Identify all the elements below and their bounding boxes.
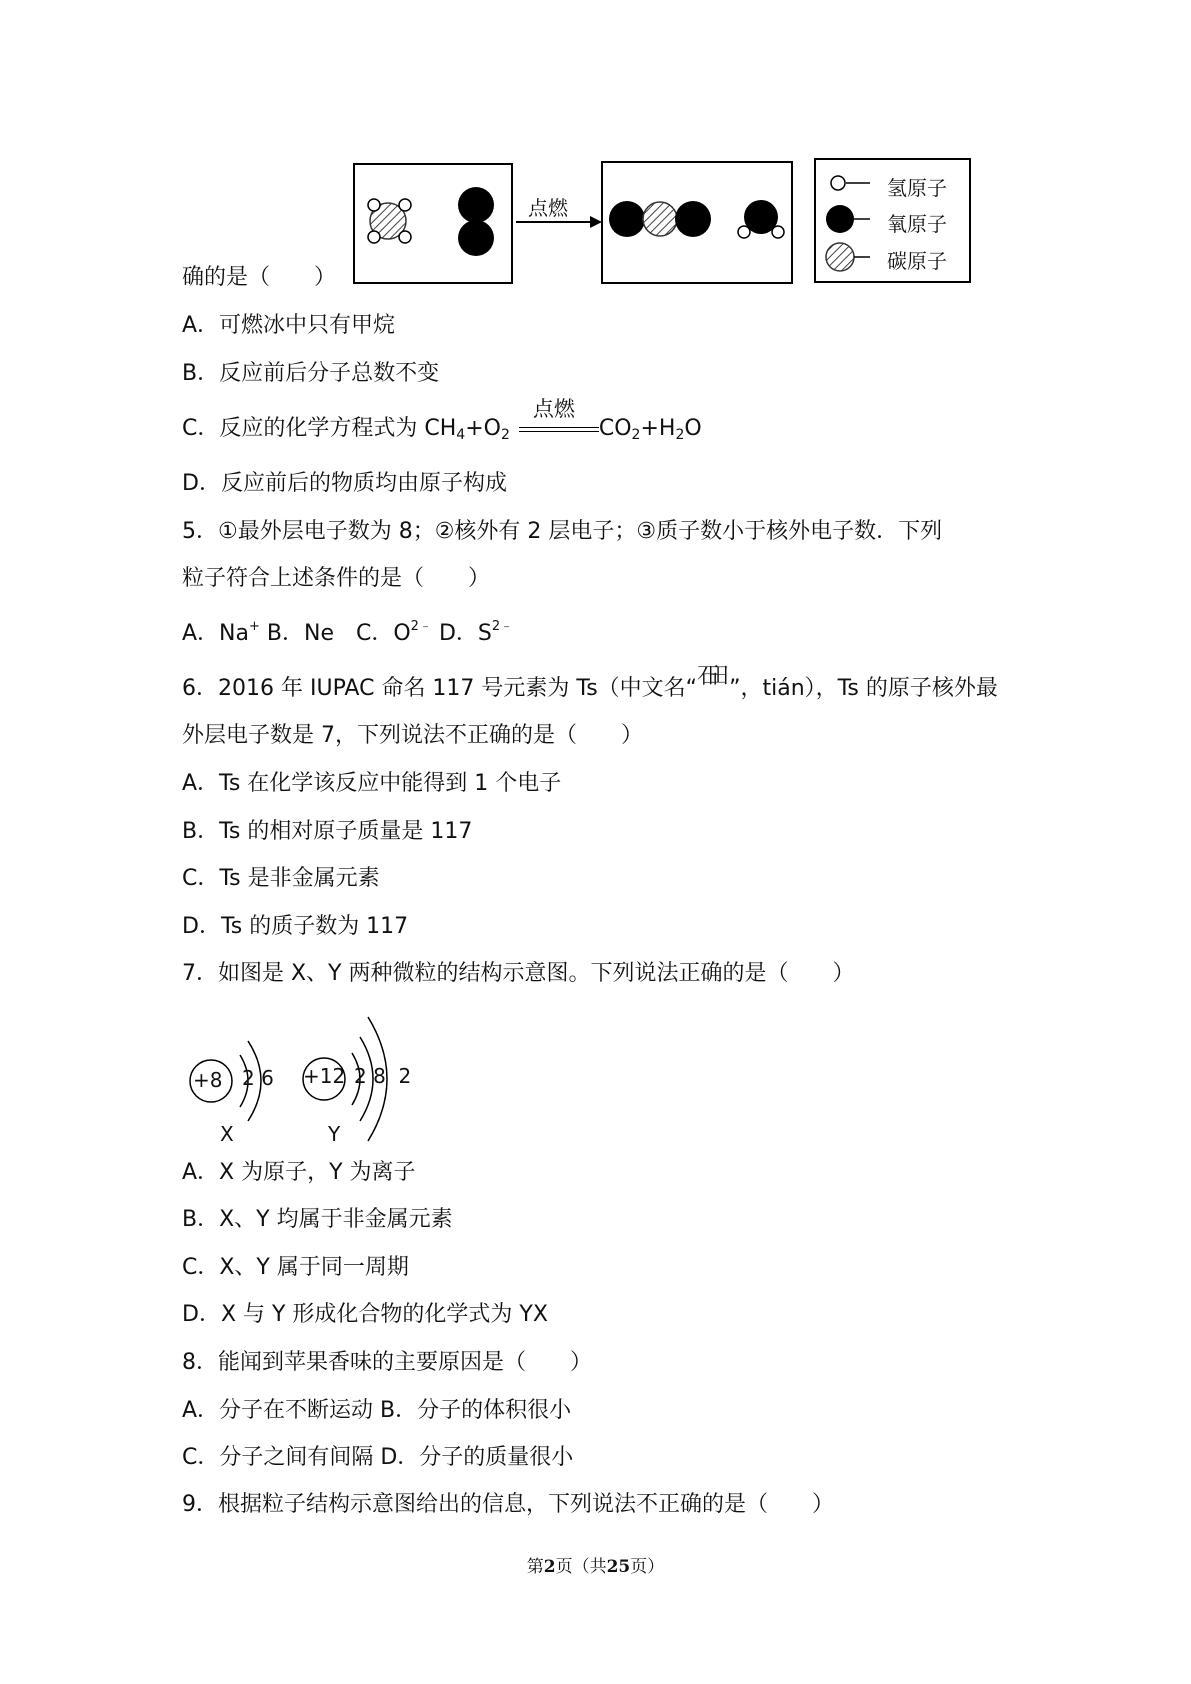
reaction-diagram <box>0 0 1191 300</box>
q6-stem-line1 <box>182 664 998 704</box>
legend-oxygen-label: 氧原子 <box>887 212 947 236</box>
q4-option-c <box>182 397 702 450</box>
q6-option-d: D．Ts 的质子数为 117 <box>182 914 409 939</box>
q9-stem: 9．根据粒子结构示意图给出的信息，下列说法不正确的是（ ） <box>182 1492 834 1517</box>
footer-mid: 页（共 <box>555 1557 607 1577</box>
q7-option-a: A．X 为原子，Y 为离子 <box>182 1160 416 1185</box>
carbon-legend-icon <box>826 243 854 271</box>
footer-prefix: 第 <box>526 1557 544 1577</box>
q7-option-c: C．X、Y 属于同一周期 <box>182 1255 409 1280</box>
q4-stem-tail: 确的是（ ） <box>182 265 337 290</box>
q5-option-d: D．S <box>431 621 492 646</box>
footer-page-number: 2 <box>543 1557 556 1577</box>
q5-stem-line2: 粒子符合上述条件的是（ ） <box>182 566 491 591</box>
q6-option-c: C．Ts 是非金属元素 <box>182 866 380 891</box>
q5-sup: 2﹣ <box>491 619 514 634</box>
q7-stem: 7．如图是 X、Y 两种微粒的结构示意图。下列说法正确的是（ ） <box>182 961 855 986</box>
y-electron-label: 2 8 2 <box>354 1064 412 1088</box>
q5-sup: 2﹣ <box>410 619 432 634</box>
equation-condition <box>517 397 599 444</box>
footer-suffix: 页） <box>630 1557 665 1577</box>
oxygen-legend-icon <box>826 205 854 233</box>
page-footer <box>0 1552 1191 1577</box>
q6-option-b: B．Ts 的相对原子质量是 117 <box>182 819 473 844</box>
q5-stem-line1: 5．①最外层电子数为 8；②核外有 2 层电子；③质子数小于核外电子数．下列 <box>182 519 943 544</box>
q4-c-sub: 4 <box>456 427 466 443</box>
q4-c-co: CO <box>598 416 632 441</box>
y-label: Y <box>328 1122 341 1146</box>
x-electron-label: 2 6 <box>242 1066 274 1090</box>
q4-c-sub: 2 <box>500 427 510 443</box>
q4-c-prefix: C．反应的化学方程式为 CH <box>182 416 457 441</box>
q4-option-b: B．反应前后分子总数不变 <box>182 361 440 386</box>
legend-carbon-label: 碳原子 <box>887 249 947 273</box>
tian-character: 石田 <box>697 664 718 689</box>
q8-options-cd: C．分子之间有间隔 D．分子的质量很小 <box>182 1445 574 1470</box>
equation-double-line <box>519 427 599 432</box>
hydrogen-legend-icon <box>831 176 845 190</box>
q6-stem-line2: 外层电子数是 7，下列说法不正确的是（ ） <box>182 723 643 748</box>
methane-molecule <box>368 199 411 243</box>
legend-hydrogen-label: 氢原子 <box>887 176 947 200</box>
q5-option-a: A．Na <box>182 621 249 646</box>
q7-option-b: B．X、Y 均属于非金属元素 <box>182 1207 453 1232</box>
q4-option-d: D．反应前后的物质均由原子构成 <box>182 471 507 496</box>
q5-options <box>182 612 513 649</box>
q4-c-plus-h: +H <box>640 416 676 441</box>
equation-condition-label: 点燃 <box>532 397 575 421</box>
q4-c-sub: 2 <box>675 427 685 443</box>
x-label: X <box>220 1122 234 1146</box>
q8-options-ab: A．分子在不断运动 B．分子的体积很小 <box>182 1398 572 1423</box>
arrow-condition-label: 点燃 <box>528 196 568 220</box>
y-nucleus-label: +12 <box>303 1064 346 1088</box>
q8-stem: 8．能闻到苹果香味的主要原因是（ ） <box>182 1350 592 1375</box>
q6-option-a: A．Ts 在化学该反应中能得到 1 个电子 <box>182 771 562 796</box>
footer-total-pages: 25 <box>606 1557 631 1577</box>
q4-c-o: O <box>684 416 702 441</box>
q5-sup: + <box>249 619 260 634</box>
q6-stem-part1: 6．2016 年 IUPAC 命名 117 号元素为 Ts（中文名“ <box>182 676 698 701</box>
q6-stem-part2: ”，tián），Ts 的原子核外最 <box>729 676 998 701</box>
q4-c-sub: 2 <box>631 427 641 443</box>
x-nucleus-label: +8 <box>193 1068 223 1092</box>
q7-option-d: D．X 与 Y 形成化合物的化学式为 YX <box>182 1302 548 1327</box>
co2-molecule <box>609 201 711 237</box>
q4-option-a: A．可燃冰中只有甲烷 <box>182 313 396 338</box>
q4-c-plus-o: +O <box>465 416 501 441</box>
q5-option-bc: B．Ne C．O <box>259 621 411 646</box>
